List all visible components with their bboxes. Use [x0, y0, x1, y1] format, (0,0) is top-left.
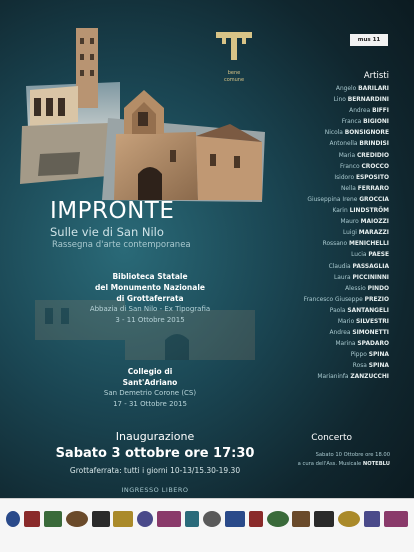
concert-organizer-prefix: a cura dell'Ass. Musicale [297, 461, 362, 467]
concert-date: Sabato 10 Ottobre ore 18.00 [315, 452, 390, 458]
artist-item [199, 206, 389, 217]
free-entry: INGRESSO LIBERO [121, 486, 189, 494]
artist-first-name: Karin [332, 208, 350, 215]
artist-last-name: MENICHELLI [349, 241, 389, 248]
oval-logo [113, 511, 133, 527]
artists-list [199, 84, 389, 384]
artist-item [199, 128, 389, 139]
bene-comune-logo [214, 28, 254, 74]
sponsor-logos [6, 507, 408, 531]
artist-last-name: BARILARI [358, 86, 389, 92]
artist-item [199, 95, 389, 106]
artist-first-name: Maria [338, 152, 357, 159]
artist-last-name: SILVESTRI [356, 318, 389, 325]
artist-last-name: ZANZUCCHI [350, 374, 389, 381]
artist-first-name: Lucia [351, 252, 369, 259]
artist-first-name: Lino [333, 97, 348, 104]
venue1-line1: Biblioteca Statale [112, 272, 188, 281]
artist-item [199, 372, 389, 383]
figure-logo [185, 511, 199, 527]
venue2-line3: San Demetrio Corone (CS) [103, 389, 197, 397]
artist-last-name: SPINA [368, 352, 389, 359]
mask-logo [137, 511, 153, 527]
artist-first-name: Claudia [328, 263, 353, 270]
artist-item [199, 162, 389, 173]
artist-last-name: PREZIO [364, 296, 389, 303]
artist-last-name: MARAZZI [358, 230, 389, 237]
artist-last-name: BONSIGNORE [344, 130, 389, 137]
artist-item [199, 151, 389, 162]
artist-last-name: BIGIONI [363, 119, 389, 126]
round-logo [92, 511, 110, 527]
book-logo [292, 511, 310, 527]
artist-item [199, 250, 389, 261]
artist-first-name: Nella [340, 185, 358, 192]
artist-item [199, 350, 389, 361]
venue2-line2: Sant'Adriano [122, 378, 178, 387]
artist-last-name: BIFFI [372, 108, 389, 115]
artist-last-name: LINDSTRÖM [349, 208, 389, 215]
artist-first-name: Giuseppina Irene [307, 196, 360, 203]
artist-item [199, 284, 389, 295]
artist-last-name: SPINA [368, 363, 389, 370]
wide-logo [314, 511, 334, 527]
inauguration-label: Inaugurazione [115, 430, 195, 443]
artist-first-name: Francesco Giuseppe [303, 296, 365, 303]
flag-logo [267, 511, 289, 527]
artist-item [199, 306, 389, 317]
venue1-line3: di Grottaferrata [116, 294, 184, 303]
concert-organizer [298, 461, 390, 467]
venue1-dates: 3 - 11 Ottobre 2015 [115, 316, 185, 324]
artist-last-name: PICCININNI [352, 274, 389, 281]
museum-badge: mus 11 [350, 34, 388, 46]
sponsor-footer [0, 498, 414, 552]
artists-heading: Artisti [363, 71, 389, 81]
venue2-line1: Collegio di [127, 367, 173, 376]
artist-last-name: PINDO [367, 285, 389, 292]
concert-organizer-name: NOTEBLU [362, 461, 390, 467]
artist-first-name: Alessio [345, 285, 368, 292]
logo-caption-line1: bene [227, 70, 241, 76]
artist-first-name: Nicola [324, 130, 345, 137]
opening-hours: Grottaferrata: tutti i giorni 10-13/15.30-19.30 [69, 466, 241, 475]
artist-item [199, 328, 389, 339]
text-logo [384, 511, 408, 527]
ellipse-logo [364, 511, 380, 527]
exhibition-subtitle: Sulle vie di San Nilo [50, 225, 164, 239]
artist-first-name: Andrea [349, 108, 373, 115]
artist-first-name: Isidoro [334, 174, 356, 181]
artist-item [199, 228, 389, 239]
artist-item [199, 295, 389, 306]
artist-last-name: CREDIDIO [356, 152, 389, 159]
artist-last-name: SANTANGELI [347, 307, 389, 314]
artist-item [199, 173, 389, 184]
artist-item [199, 217, 389, 228]
logo-caption [214, 70, 254, 84]
exhibition-title: IMPRONTE [50, 198, 175, 224]
artist-item [199, 139, 389, 150]
building-logo [249, 511, 263, 527]
artist-last-name: PAESE [368, 252, 389, 259]
artist-first-name: Pippo [350, 352, 369, 359]
inauguration-date: Sabato 3 ottobre ore 17:30 [55, 446, 255, 461]
artist-item [199, 339, 389, 350]
artist-last-name: FERRARO [357, 185, 389, 192]
artist-item [199, 195, 389, 206]
concert-heading: Concerto [311, 433, 352, 443]
artist-first-name: Rossano [322, 241, 350, 248]
artist-first-name: Andrea [329, 330, 353, 337]
artist-first-name: Luigi [342, 230, 359, 237]
artist-first-name: Franca [341, 119, 364, 126]
artist-last-name: ESPOSITO [355, 174, 389, 181]
artist-first-name: Angelo [335, 86, 359, 92]
institute-logo [66, 511, 88, 527]
emblem-logo [24, 511, 40, 527]
venue2-dates: 17 - 31 Ottobre 2015 [113, 400, 187, 408]
artist-first-name: Franco [340, 163, 362, 170]
artist-item [199, 84, 389, 95]
artist-item [199, 184, 389, 195]
artist-first-name: Laura [333, 274, 353, 281]
star-logo [225, 511, 245, 527]
artist-first-name: Marianinfa [317, 374, 351, 381]
artist-last-name: SIMONETTI [352, 330, 389, 337]
artist-item [199, 361, 389, 372]
icon-logo [157, 511, 181, 527]
artist-first-name: Marina [335, 341, 358, 348]
artist-last-name: PASSAGLIA [352, 263, 389, 270]
exhibition-tagline: Rassegna d'arte contemporanea [52, 240, 191, 250]
artist-last-name: GROCCIA [359, 196, 389, 203]
tree-logo [203, 511, 221, 527]
artist-item [199, 239, 389, 250]
artist-last-name: MAIOZZI [360, 219, 389, 226]
crest-logo [6, 511, 20, 527]
artist-last-name: SPADARO [357, 341, 389, 348]
venue1-line4: Abbazia di San Nilo - Ex Tipografia [89, 305, 211, 313]
artist-item [199, 273, 389, 284]
artist-item [199, 317, 389, 328]
artist-item [199, 117, 389, 128]
artist-first-name: Rosa [352, 363, 369, 370]
artist-last-name: BRINDISI [359, 141, 389, 148]
logo-caption-line2: comune [223, 77, 245, 83]
artist-first-name: Mauro [340, 219, 361, 226]
artist-first-name: Paola [329, 307, 348, 314]
bar-logo [338, 511, 360, 527]
artist-first-name: Mario [337, 318, 357, 325]
artist-last-name: CROCCO [361, 163, 389, 170]
venue1-line2: del Monumento Nazionale [94, 283, 205, 292]
artist-item [199, 106, 389, 117]
artist-item [199, 262, 389, 273]
artist-last-name: BERNARDINI [347, 97, 389, 104]
artist-first-name: Antonella [329, 141, 360, 148]
seal-logo [44, 511, 62, 527]
